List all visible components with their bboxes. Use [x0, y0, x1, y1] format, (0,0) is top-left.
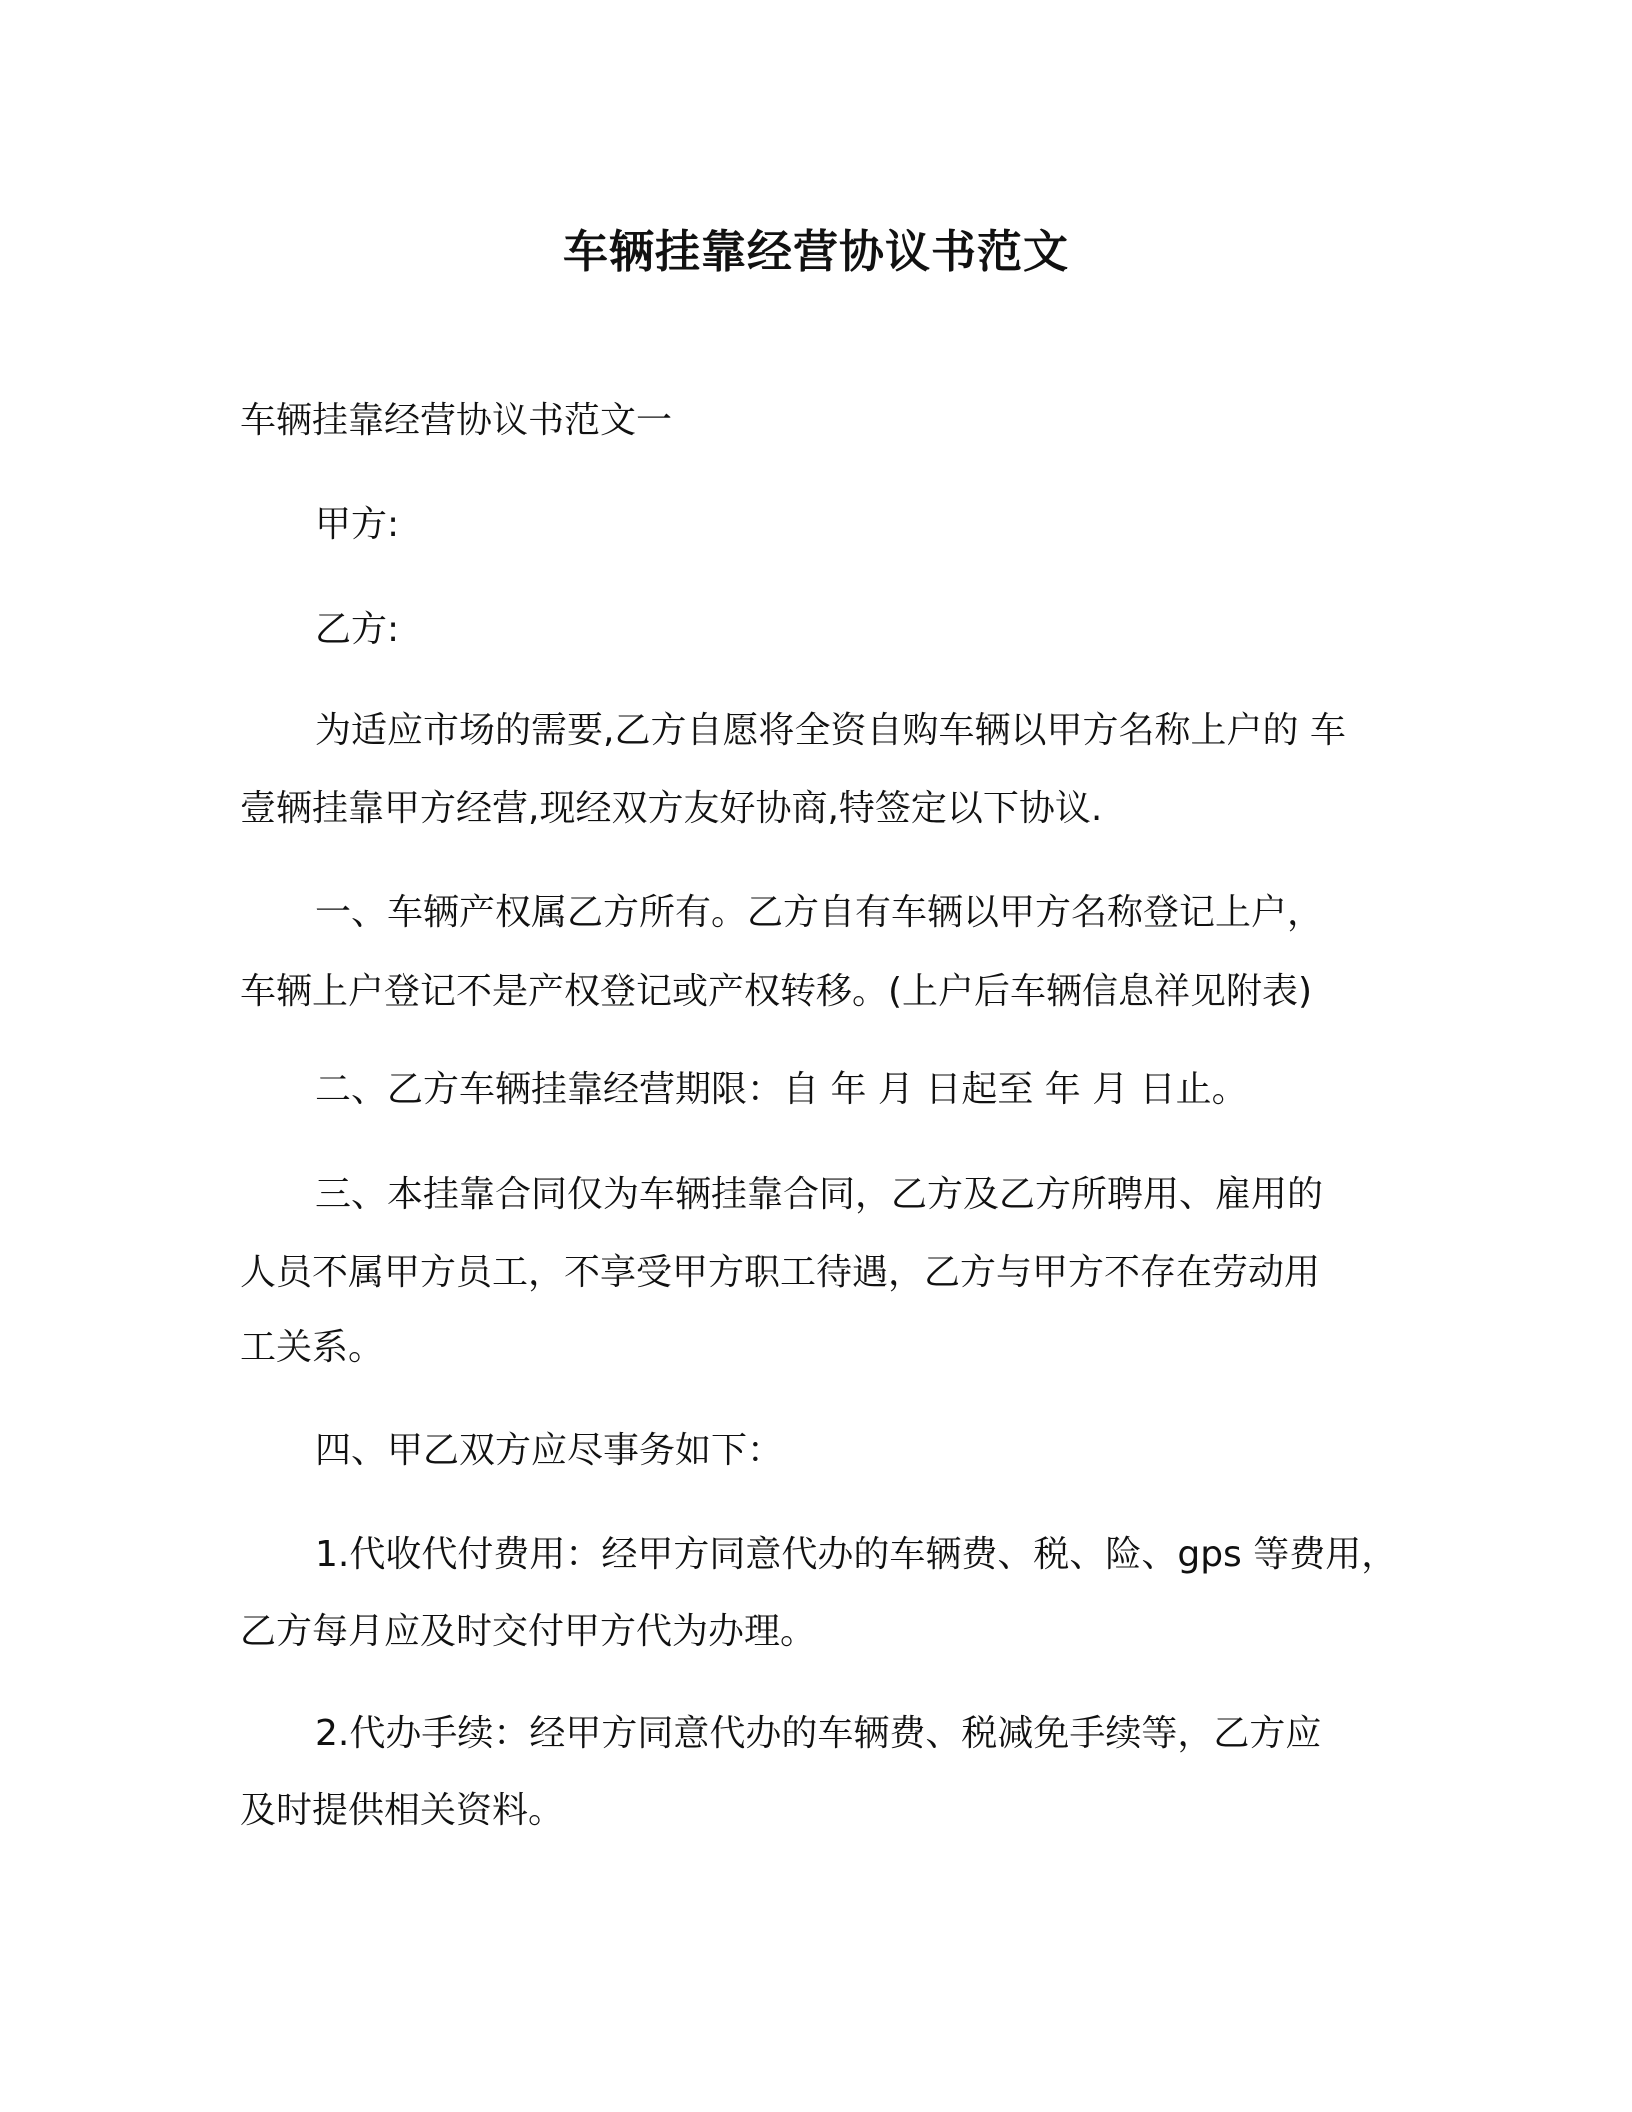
document-title: 车辆挂靠经营协议书范文	[562, 225, 1069, 278]
item-2-line-1: 2.代办手续：经甲方同意代办的车辆费、税减免手续等，乙方应	[315, 1713, 1322, 1754]
clause-2-line-1: 二、乙方车辆挂靠经营期限：自 年 月 日起至 年 月 日止。	[315, 1069, 1248, 1110]
clause-1-line-2: 车辆上户登记不是产权登记或产权转移。(上户后车辆信息祥见附表)	[240, 971, 1313, 1012]
item-1-line-2: 乙方每月应及时交付甲方代为办理。	[240, 1611, 817, 1652]
clause-1-line-1: 一、车辆产权属乙方所有。乙方自有车辆以甲方名称登记上户，	[315, 892, 1324, 933]
party-a-label: 甲方:	[315, 504, 400, 545]
party-b-label: 乙方:	[315, 609, 400, 650]
clause-3-line-1: 三、本挂靠合同仅为车辆挂靠合同，乙方及乙方所聘用、雇用的	[315, 1174, 1324, 1215]
clause-3-line-3: 工关系。	[240, 1327, 385, 1368]
intro-line-2: 壹辆挂靠甲方经营,现经双方友好协商,特签定以下协议.	[240, 788, 1103, 829]
intro-line-1: 为适应市场的需要,乙方自愿将全资自购车辆以甲方名称上户的 车	[315, 710, 1346, 751]
clause-4-line-1: 四、甲乙双方应尽事务如下：	[315, 1430, 784, 1471]
section-heading: 车辆挂靠经营协议书范文一	[240, 400, 673, 441]
item-1-line-1: 1.代收代付费用：经甲方同意代办的车辆费、税、险、gps 等费用，	[315, 1534, 1398, 1575]
item-2-line-2: 及时提供相关资料。	[240, 1790, 565, 1831]
clause-3-line-2: 人员不属甲方员工，不享受甲方职工待遇，乙方与甲方不存在劳动用	[240, 1252, 1321, 1293]
